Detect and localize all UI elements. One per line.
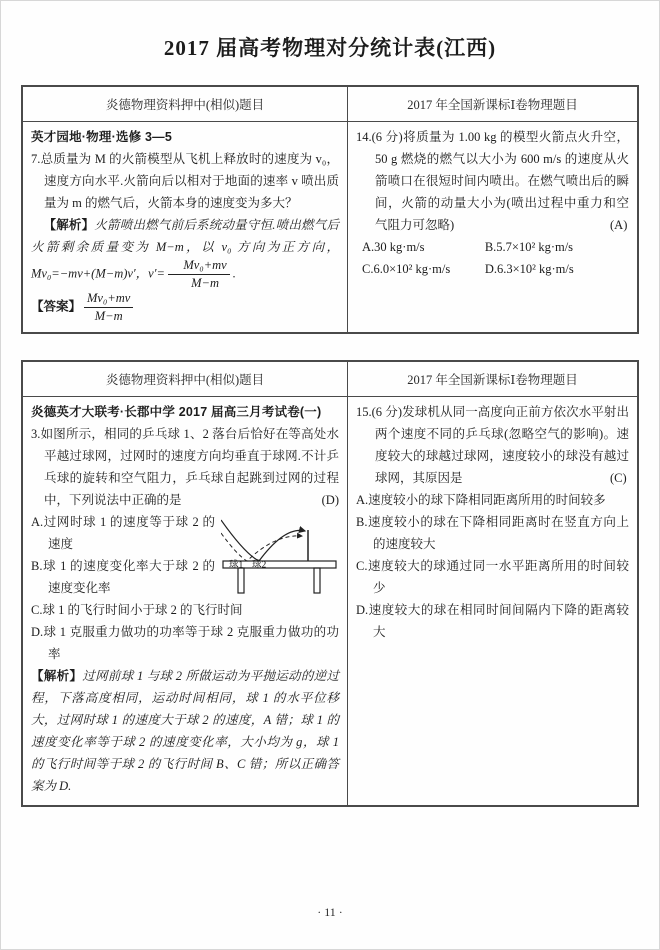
analysis-paragraph xyxy=(31,665,339,797)
source-title: 炎德英才大联考·长郡中学 2017 届高三月考试卷(一) xyxy=(31,405,322,419)
question-15-text: 15.(6 分)发球机从同一高度向正前方依次水平射出两个速度不同的乒乓球(忽略空气的影响)。速度较大的球越过球网，速度较小的球没有越过球网，其原因是 xyxy=(356,405,629,485)
option-a: A.速度较小的球下降相同距离所用的时间较多 xyxy=(356,493,606,507)
question-3-answer: (D) xyxy=(321,493,339,507)
answer-paragraph xyxy=(31,291,339,324)
option-c: C.球 1 的飞行时间小于球 2 的飞行时间 xyxy=(31,603,243,617)
question-15-answer: (C) xyxy=(610,471,627,485)
table-2-header-row xyxy=(23,362,637,397)
table-1-header-left: 炎德物理资料押中(相似)题目 xyxy=(23,87,348,121)
question-3-stem xyxy=(31,423,339,511)
pingpong-table-figure xyxy=(221,511,339,597)
ball2-label: 球2 xyxy=(252,560,267,571)
table-2-left-cell xyxy=(23,397,348,805)
option-b: B.球 1 的速度变化率大于球 2 的速度变化率 xyxy=(31,559,215,595)
trajectory-ball2 xyxy=(221,520,305,561)
comparison-table-2 xyxy=(21,360,639,807)
option-c: C.6.0×10² kg·m/s xyxy=(362,262,451,276)
analysis-period: . xyxy=(232,266,236,281)
option-c: C.速度较大的球通过同一水平距离所用的时间较少 xyxy=(356,559,629,595)
analysis-text: 火箭喷出燃气前后系统动量守恒.喷出燃气后火箭剩余质量变为 M−m，以 v₀ 方向为正方向，Mv₀=−mv+(M−m)v′，v′= xyxy=(31,218,339,281)
option-b: B.5.7×10² kg·m/s xyxy=(484,240,574,254)
table-2-body xyxy=(23,397,637,805)
question-3-text: 3.如图所示，相同的乒乓球 1、2 落台后恰好在等高处水平越过球网，过网时的速度方向均垂直于球网.不计乒乓球的旋转和空气阻力，乒乓球自起跳到过网的过程中，下列说法中正确的是 xyxy=(31,427,339,507)
analysis-label: 【解析】 xyxy=(31,669,83,683)
table-2-header-left: 炎德物理资料押中(相似)题目 xyxy=(23,362,348,396)
table-2-header-right: 2017 年全国新课标Ⅰ卷物理题目 xyxy=(407,373,578,387)
question-14-text: 14.(6 分)将质量为 1.00 kg 的模型火箭点火升空，50 g 燃烧的燃气以大小为 600 m/s 的速度从火箭喷口在很短时间内喷出。在燃气喷出后的瞬间，火箭的动量大小为(喷出过程中重力和空气阻力可忽略) xyxy=(356,130,629,232)
fraction-numerator: Mv₀+mv xyxy=(168,258,230,275)
table-1-right-cell xyxy=(348,122,637,332)
option-a: A.30 kg·m/s xyxy=(362,240,425,254)
table-1-body xyxy=(23,122,637,332)
velocity-fraction xyxy=(168,258,230,291)
page-number: · 11 · xyxy=(317,905,343,919)
question-7-stem: 7.总质量为 M 的火箭模型从飞机上释放时的速度为 v₀，速度方向水平.火箭向后以相对于地面的速率 v 喷出质量为 m 的燃气后，火箭本身的速度变为多大？ xyxy=(31,152,339,210)
answer-fraction-denominator: M−m xyxy=(94,309,123,323)
analysis-text: 过网前球 1 与球 2 所做运动为平抛运动的逆过程，下落高度相同，运动时间相同，球 1 的水平位移大，过网时球 1 的速度大于球 2 的速度，A 错；球 1 的速度变化率等于球 2 的速度变化率，大小均为 g，球 1 的飞行时间等于球 2 的飞行时间 B、C 错；所以正确答案为 D. xyxy=(31,669,339,793)
table-1-left-cell xyxy=(23,122,348,332)
table-1-header-right: 2017 年全国新课标Ⅰ卷物理题目 xyxy=(407,98,578,112)
question-14-answer: (A) xyxy=(610,218,628,232)
analysis-paragraph xyxy=(31,214,339,291)
option-d: D.球 1 克服重力做功的功率等于球 2 克服重力做功的功率 xyxy=(31,625,339,661)
answer-fraction xyxy=(84,291,133,324)
fraction-denominator: M−m xyxy=(191,276,219,290)
option-d: D.6.3×10² kg·m/s xyxy=(484,262,574,276)
option-a: A.过网时球 1 的速度等于球 2 的速度 xyxy=(31,515,215,551)
option-b: B.速度较小的球在下降相同距离时在竖直方向上的速度较大 xyxy=(356,515,629,551)
analysis-label: 【解析】 xyxy=(43,218,95,232)
table-leg-right xyxy=(314,568,320,593)
question-14-stem xyxy=(356,126,629,236)
table-2-right-cell xyxy=(348,397,637,805)
comparison-table-1 xyxy=(21,85,639,334)
answer-fraction-numerator: Mv₀+mv xyxy=(84,291,133,308)
ball1-label: 球1 xyxy=(229,560,244,571)
page-title: 2017 届高考物理对分统计表(江西) xyxy=(163,36,497,60)
question-14-options xyxy=(356,236,629,280)
option-d: D.速度较大的球在相同时间间隔内下降的距离较大 xyxy=(356,603,629,639)
table-1-header-row xyxy=(23,87,637,122)
question-15-stem xyxy=(356,401,629,489)
answer-label: 【答案】 xyxy=(31,299,82,314)
table-leg-left xyxy=(238,568,244,593)
source-title: 英才园地·物理·选修 3—5 xyxy=(31,130,173,144)
